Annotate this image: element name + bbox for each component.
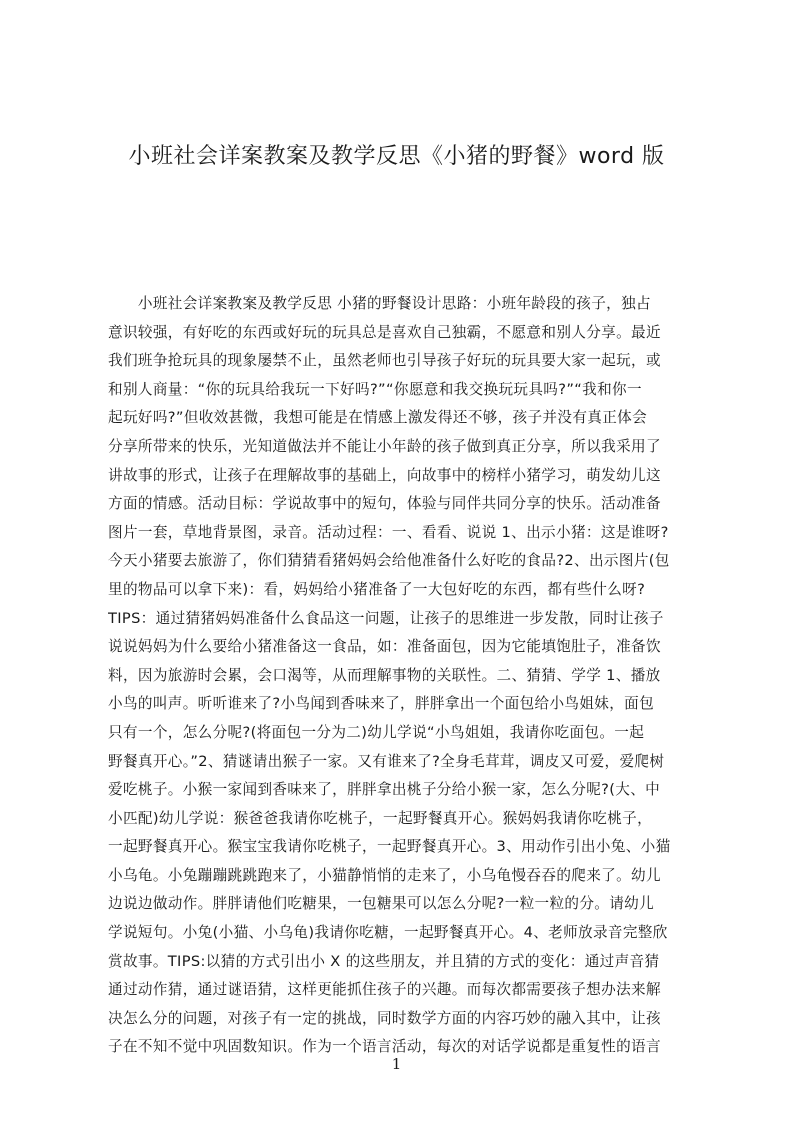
- body-line: 野餐真开心。”2、猜谜请出猴子一家。又有谁来了?全身毛茸茸，调皮又可爱，爱爬树: [108, 752, 665, 770]
- body-line: 只有一个，怎么分呢?(将面包一分为二)幼儿学说“小鸟姐姐，我请你吃面包。一起: [108, 723, 645, 741]
- page-title: 小班社会详案教案及教学反思《小猪的野餐》word 版: [128, 144, 665, 169]
- body-line: 方面的情感。活动目标：学说故事中的短句，体验与同伴共同分享的快乐。活动准备: [108, 495, 661, 513]
- body-line: 起玩好吗?”但收效甚微，我想可能是在情感上激发得还不够，孩子并没有真正体会: [108, 409, 648, 427]
- body-line: 意识较强，有好吃的东西或好玩的玩具总是喜欢自己独霸，不愿意和别人分享。最近: [108, 323, 661, 341]
- body-line: 小班社会详案教案及教学反思 小猪的野餐设计思路：小班年龄段的孩子，独占: [108, 295, 651, 312]
- body-line: 和别人商量：“你的玩具给我玩一下好吗?”“你愿意和我交换玩玩具吗?”“我和你一: [108, 380, 642, 398]
- body-line: 小乌龟。小兔蹦蹦跳跳跑来了，小猫静悄悄的走来了，小乌龟慢吞吞的爬来了。幼儿: [108, 866, 661, 884]
- body-line: 我们班争抢玩具的现象屡禁不止，虽然老师也引导孩子好玩的玩具要大家一起玩，或: [108, 352, 661, 370]
- body-line: 图片一套，草地背景图，录音。活动过程：一、看看、说说 1、出示小猪：这是谁呀?: [108, 523, 669, 541]
- body-line: 子在不知不觉中巩固数知识。作为一个语言活动，每次的对话学说都是重复性的语言: [108, 1038, 661, 1056]
- body-line: 料，因为旅游时会累，会口渴等，从而理解事物的关联性。二、猜猜、学学 1、播放: [108, 666, 661, 684]
- body-line: TIPS：通过猜猪妈妈准备什么食品这一问题，让孩子的思维进一步发散，同时让孩子: [108, 609, 664, 627]
- body-line: 分享所带来的快乐，光知道做法并不能让小年龄的孩子做到真正分享，所以我采用了: [108, 437, 661, 455]
- body-line: 里的物品可以拿下来)：看，妈妈给小猪准备了一大包好吃的东西，都有些什么呀?: [108, 580, 646, 598]
- body-line: 通过动作猜，通过谜语猜，这样更能抓住孩子的兴趣。而每次都需要孩子想办法来解: [108, 981, 661, 999]
- page-number: 1: [391, 1055, 402, 1073]
- body-line: 赏故事。TIPS:以猜的方式引出小 X 的这些朋友，并且猜的方式的变化：通过声音猜: [108, 952, 660, 970]
- body-line: 决怎么分的问题，对孩子有一定的挑战，同时数学方面的内容巧妙的融入其中，让孩: [108, 1009, 661, 1027]
- body-line: 学说短句。小兔(小猫、小乌龟)我请你吃糖，一起野餐真开心。4、老师放录音完整欣: [108, 924, 668, 942]
- body-line: 小鸟的叫声。听听谁来了?小鸟闻到香味来了，胖胖拿出一个面包给小鸟姐妹，面包: [108, 695, 655, 713]
- body-line: 边说边做动作。胖胖请他们吃糖果，一包糖果可以怎么分呢?一粒一粒的分。请幼儿: [108, 895, 655, 913]
- body-line: 一起野餐真开心。猴宝宝我请你吃桃子，一起野餐真开心。3、用动作引出小兔、小猫: [108, 838, 671, 856]
- body-line: 今天小猪要去旅游了，你们猜猜看猪妈妈会给他准备什么好吃的食品?2、出示图片(包: [108, 552, 670, 570]
- body-line: 小匹配)幼儿学说：猴爸爸我请你吃桃子，一起野餐真开心。猴妈妈我请你吃桃子，: [108, 809, 653, 827]
- body-line: 讲故事的形式，让孩子在理解故事的基础上，向故事中的榜样小猪学习，萌发幼儿这: [108, 466, 661, 484]
- body-line: 爱吃桃子。小猴一家闻到香味来了，胖胖拿出桃子分给小猴一家，怎么分呢?(大、中: [108, 781, 661, 799]
- body-text: [108, 290, 698, 1062]
- body-line: 说说妈妈为什么要给小猪准备这一食品，如：准备面包，因为它能填饱肚子，准备饮: [108, 638, 661, 656]
